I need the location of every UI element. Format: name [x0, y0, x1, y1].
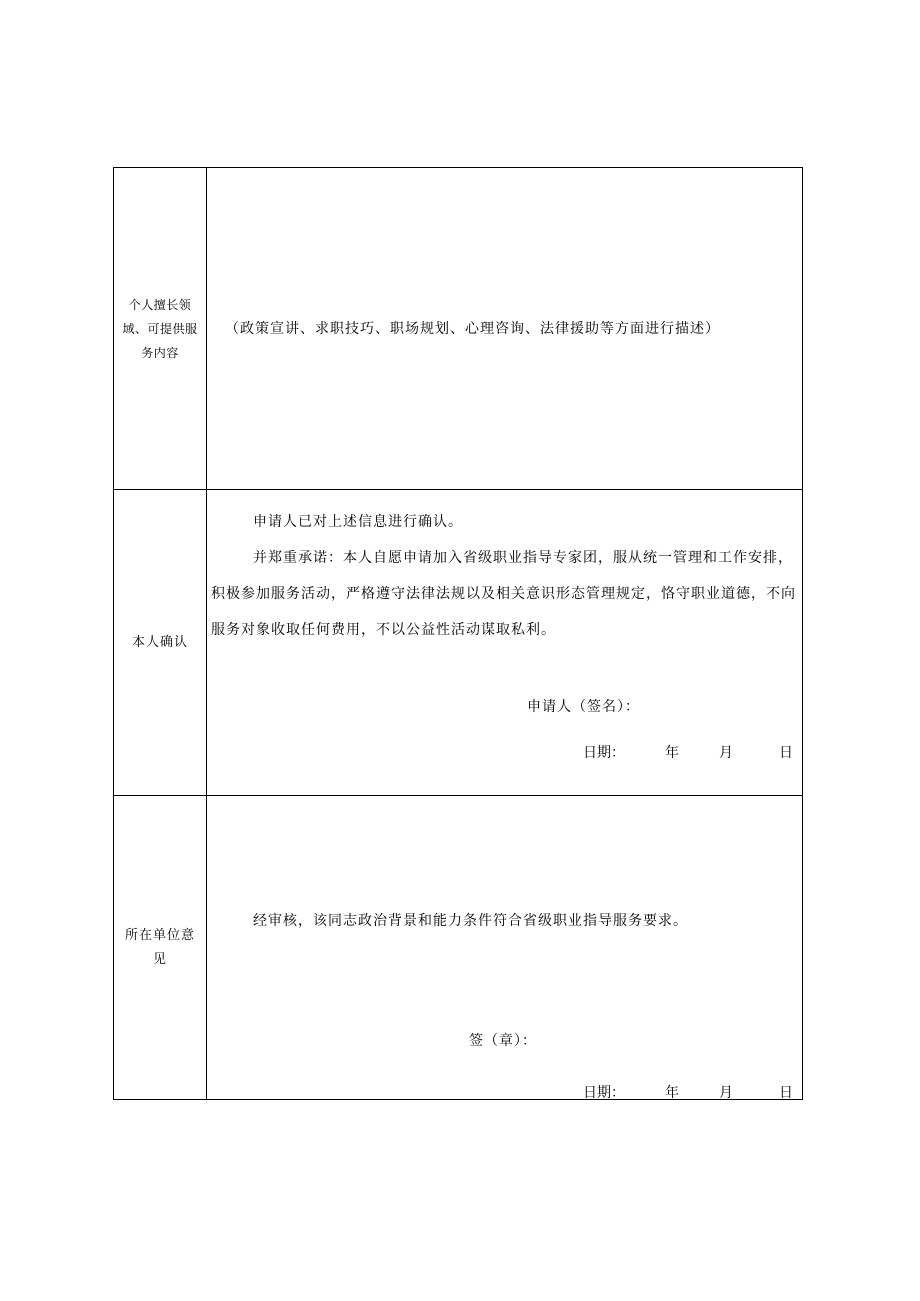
expertise-row — [114, 168, 803, 490]
unit-date-label: 日期： — [583, 1085, 625, 1101]
unit-opinion-row — [114, 796, 803, 1100]
unit-day-label: 日 — [779, 1085, 793, 1101]
unit-opinion-label-cell — [114, 796, 207, 1100]
confirmation-label-cell — [114, 490, 207, 796]
confirmation-date-label: 日期： — [583, 745, 625, 761]
application-form-table — [113, 167, 803, 1100]
confirmation-row — [114, 490, 803, 796]
expertise-hint: （政策宣讲、求职技巧、职场规划、心理咨询、法律援助等方面进行描述） — [225, 321, 720, 337]
unit-month-label: 月 — [719, 1085, 733, 1101]
expertise-label-cell — [114, 168, 207, 490]
unit-opinion-label: 所在单位意见 — [124, 927, 195, 967]
confirmation-year-label: 年 — [665, 745, 679, 761]
expertise-label: 个人擅长领域、可提供服务内容 — [122, 297, 198, 360]
applicant-signature-field[interactable]: 申请人（签名）： — [527, 699, 640, 715]
confirmation-month-label: 月 — [719, 745, 733, 761]
confirmation-statement: 申请人已对上述信息进行确认。 — [253, 514, 463, 530]
confirmation-label: 本人确认 — [131, 634, 188, 650]
unit-year-label: 年 — [665, 1085, 679, 1101]
unit-opinion-text: 经审核，该同志政治背景和能力条件符合省级职业指导服务要求。 — [253, 913, 688, 929]
confirmation-content-cell — [207, 490, 803, 796]
unit-seal-field[interactable]: 签（章）： — [469, 1033, 537, 1049]
confirmation-pledge: 并郑重承诺：本人自愿申请加入省级职业指导专家团，服从统一管理和工作安排，积极参加服务活动，严格遵守法律法规以及相关意识形态管理规定，恪守职业道德，不向服务对象收取任何费用，不以公益性活动谋取私利。 — [211, 550, 796, 638]
expertise-content-cell[interactable] — [207, 168, 803, 490]
unit-opinion-content-cell — [207, 796, 803, 1100]
confirmation-day-label: 日 — [779, 745, 793, 761]
